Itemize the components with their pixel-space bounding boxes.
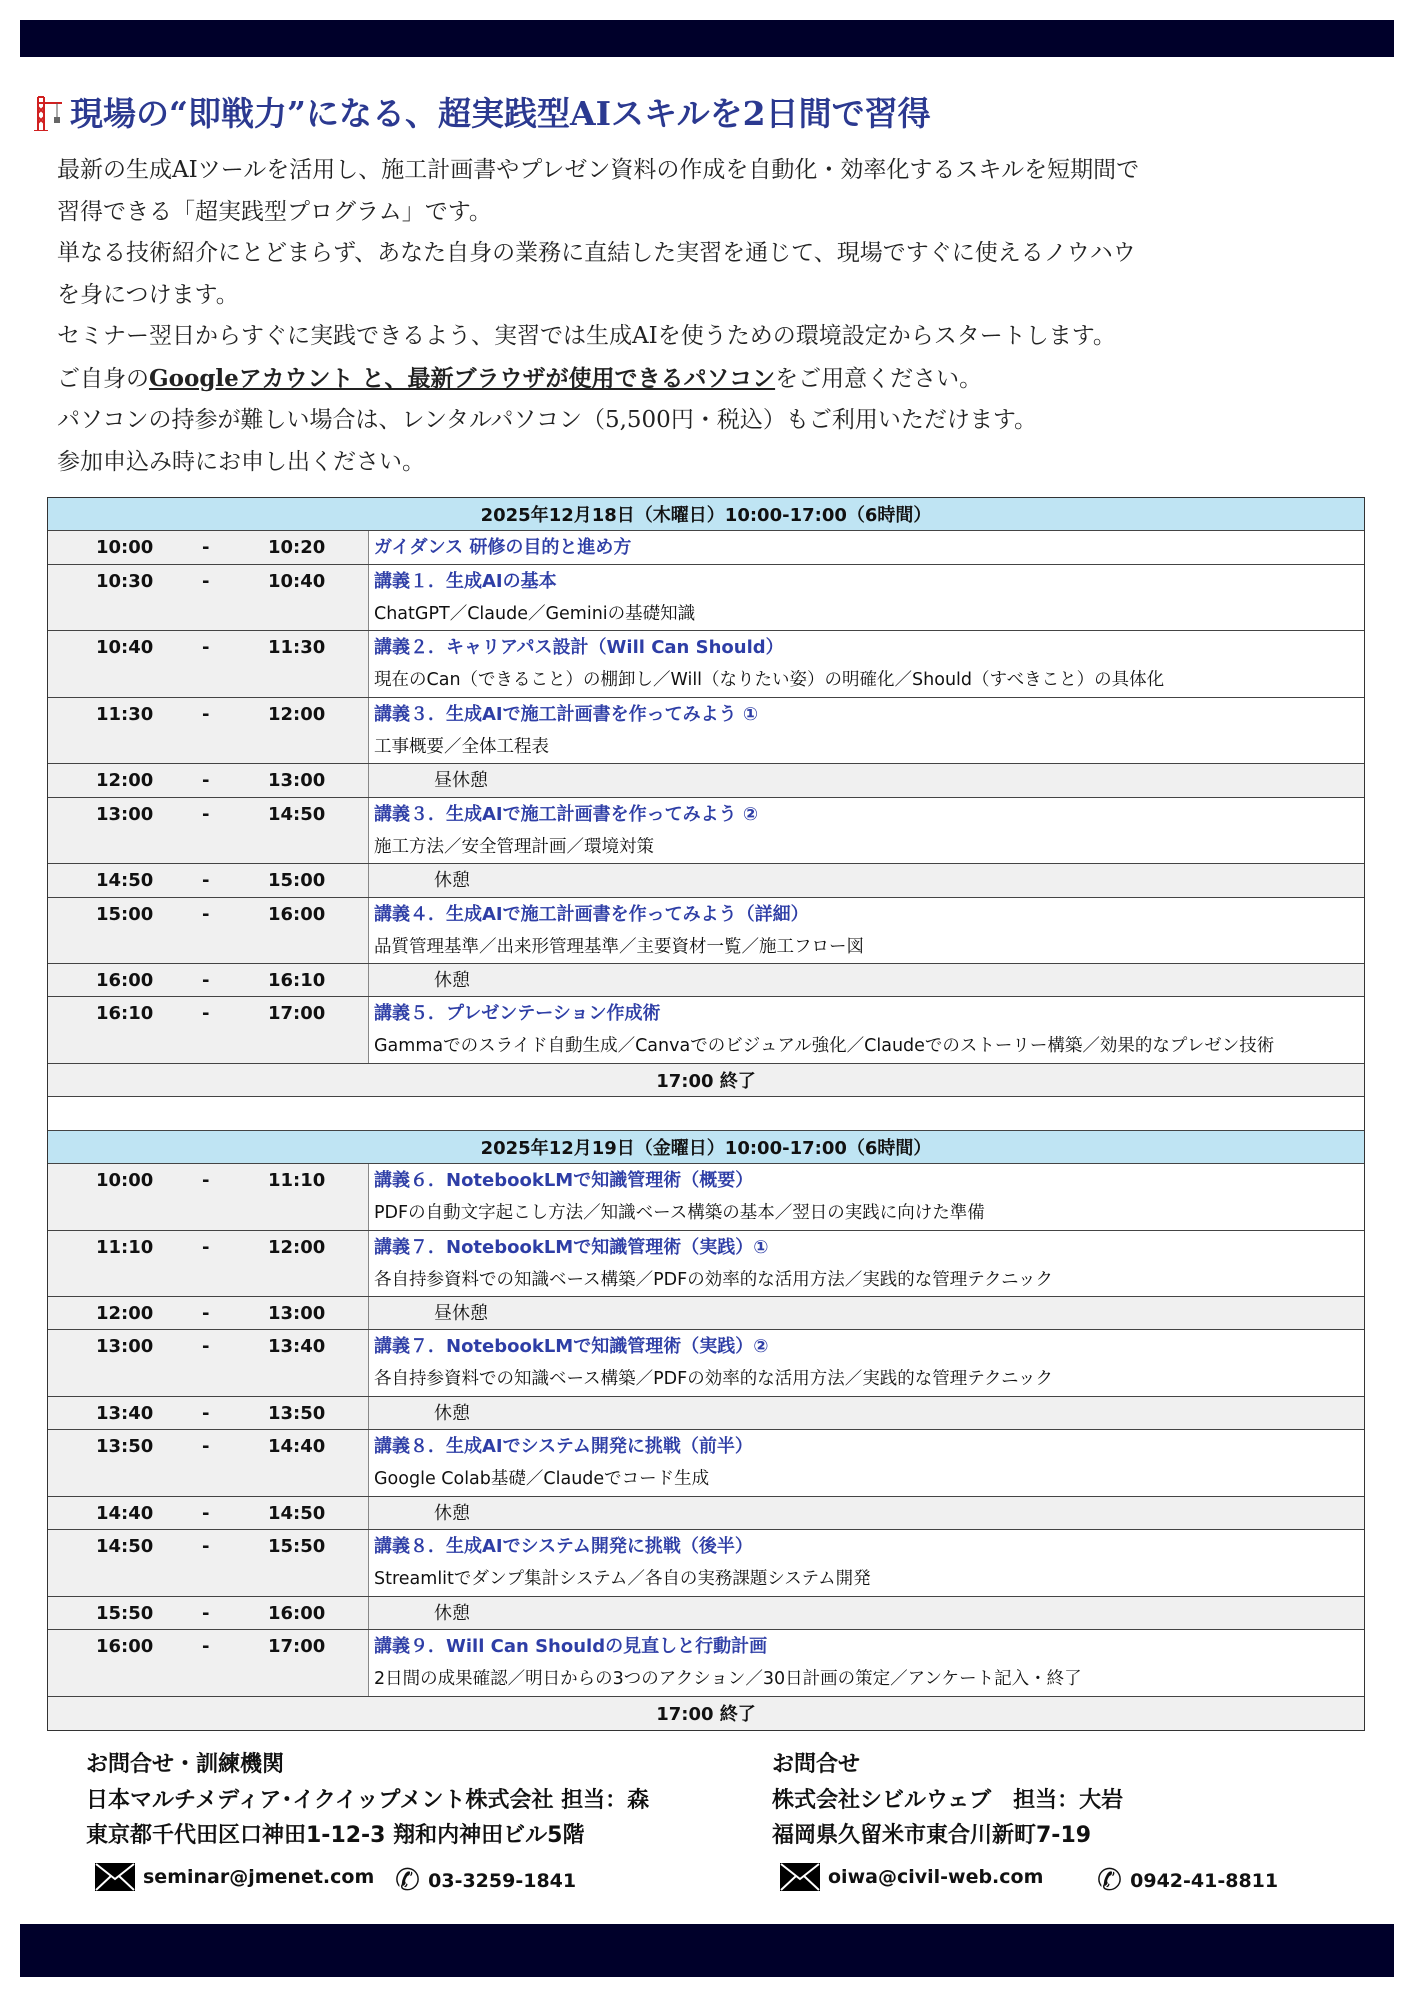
end-time: 10:20: [268, 537, 326, 559]
end-time: 17:00: [268, 1003, 326, 1025]
time-dash: -: [202, 1436, 210, 1458]
session-detail: 品質管理基準／出来形管理基準／主要資材一覧／施工フロー図: [374, 936, 864, 957]
day-header-text: 2025年12月18日（木曜日）10:00-17:00（6時間）: [480, 505, 932, 527]
day-header: [48, 498, 1364, 531]
time-cell: [48, 898, 369, 964]
session-detail: 工事概要／全体工程表: [374, 736, 549, 757]
end-time: 14:40: [268, 1436, 326, 1458]
phone-icon: ✆: [1097, 1863, 1123, 1898]
end-time: 12:00: [268, 703, 326, 725]
time-dash: -: [202, 1502, 210, 1524]
intro-line: セミナー翌日からすぐに実践できるよう、実習では生成AIを使うための環境設定からスタートします。: [57, 323, 1116, 349]
start-time: 14:40: [96, 1502, 154, 1524]
session-detail: ChatGPT／Claude／Geminiの基礎知識: [374, 603, 696, 624]
start-time: 13:00: [96, 803, 154, 825]
time-dash: -: [202, 770, 210, 792]
contact-right: [772, 1747, 1123, 1854]
time-cell: [48, 631, 369, 697]
end-time: 16:00: [268, 903, 326, 925]
session-row: [48, 698, 1364, 765]
time-dash: -: [202, 1602, 210, 1624]
break-row: [48, 1297, 1364, 1330]
requirements-emphasis: Googleアカウント と、最新ブラウザが使用できるパソコン: [149, 364, 776, 392]
page-title: 現場の“即戦力”になる、超実践型AIスキルを2日間で習得: [32, 88, 931, 135]
session-content: [369, 1330, 1364, 1396]
end-time: 16:00: [268, 1602, 326, 1624]
session-title: 講義５．プレゼンテーション作成術: [374, 1003, 661, 1025]
schedule-table: [47, 497, 1365, 1731]
session-title: 講義２．キャリアパス設計（Will Can Should）: [374, 637, 784, 659]
phone-left: [395, 1863, 576, 1898]
session-row: [48, 565, 1364, 632]
session-title: 講義６．NotebookLMで知識管理術（概要）: [374, 1169, 754, 1191]
session-row: [48, 997, 1364, 1064]
top-banner: [20, 20, 1394, 57]
session-row: [48, 1231, 1364, 1298]
session-title: 休憩: [434, 970, 470, 992]
mail-icon: [780, 1863, 820, 1891]
time-dash: -: [202, 970, 210, 992]
start-time: 14:50: [96, 1536, 154, 1558]
session-content: [369, 698, 1364, 764]
time-cell: [48, 1430, 369, 1496]
session-title: 講義３．生成AIで施工計画書を作ってみよう ①: [374, 703, 759, 725]
time-dash: -: [202, 1636, 210, 1658]
time-dash: -: [202, 537, 210, 559]
session-content: [369, 1530, 1364, 1596]
break-row: [48, 864, 1364, 897]
phone-text: 0942-41-8811: [1130, 1869, 1279, 1892]
session-title: 休憩: [434, 870, 470, 892]
start-time: 16:10: [96, 1003, 154, 1025]
session-content: [369, 1231, 1364, 1297]
start-time: 10:00: [96, 1169, 154, 1191]
end-row: [48, 1064, 1364, 1097]
break-row: [48, 1497, 1364, 1530]
email-right[interactable]: [780, 1863, 1043, 1891]
end-time: 13:50: [268, 1403, 326, 1425]
session-title: 昼休憩: [434, 1303, 488, 1325]
intro-line: [57, 358, 1377, 401]
day-header: [48, 1131, 1364, 1164]
start-time: 13:00: [96, 1336, 154, 1358]
contact-address: 東京都千代田区口神田1-12-3 翔和内神田ビル5階: [86, 1823, 585, 1848]
start-time: 12:00: [96, 1303, 154, 1325]
session-title: 休憩: [434, 1602, 470, 1624]
contact-heading: お問合せ: [772, 1752, 861, 1777]
end-time: 16:10: [268, 970, 326, 992]
time-dash: -: [202, 1169, 210, 1191]
end-time: 13:40: [268, 1336, 326, 1358]
start-time: 11:10: [96, 1236, 154, 1258]
contact-address: 福岡県久留米市東合川新町7-19: [772, 1823, 1092, 1848]
session-title: ガイダンス 研修の目的と進め方: [374, 537, 632, 559]
session-title: 講義１．生成AIの基本: [374, 570, 557, 592]
time-dash: -: [202, 703, 210, 725]
end-time: 17:00: [268, 1636, 326, 1658]
break-row: [48, 1397, 1364, 1430]
time-dash: -: [202, 1003, 210, 1025]
session-content: [369, 565, 1364, 631]
session-row: [48, 531, 1364, 564]
time-cell: [48, 798, 369, 864]
time-cell: [48, 1630, 369, 1696]
session-detail: PDFの自動文字起こし方法／知識ベース構築の基本／翌日の実践に向けた準備: [374, 1202, 985, 1223]
session-row: [48, 1530, 1364, 1597]
time-cell: [48, 1597, 369, 1629]
time-dash: -: [202, 1303, 210, 1325]
session-row: [48, 798, 1364, 865]
session-detail: 各自持参資料での知識ベース構築／PDFの効率的な活用方法／実践的な管理テクニック: [374, 1369, 1053, 1390]
email-left[interactable]: [95, 1863, 374, 1891]
session-row: [48, 1164, 1364, 1231]
session-row: [48, 631, 1364, 698]
start-time: 14:50: [96, 870, 154, 892]
time-cell: [48, 565, 369, 631]
break-row: [48, 964, 1364, 997]
session-title: 講義８．生成AIでシステム開発に挑戦（後半）: [374, 1536, 753, 1558]
session-title: 講義７．NotebookLMで知識管理術（実践）①: [374, 1236, 769, 1258]
break-row: [48, 764, 1364, 797]
session-title: 休憩: [434, 1403, 470, 1425]
session-row: [48, 1430, 1364, 1497]
crane-icon: [32, 93, 62, 131]
time-dash: -: [202, 1236, 210, 1258]
bottom-banner: [20, 1924, 1394, 1977]
session-title: 講義９．Will Can Shouldの見直しと行動計画: [374, 1636, 768, 1658]
session-content: [369, 1430, 1364, 1496]
end-time: 10:40: [268, 570, 326, 592]
intro-line: を身につけます。: [57, 281, 239, 308]
time-cell: [48, 1530, 369, 1596]
start-time: 10:00: [96, 537, 154, 559]
time-cell: [48, 997, 369, 1063]
session-title: 講義７．NotebookLMで知識管理術（実践）②: [374, 1336, 769, 1358]
time-cell: [48, 1231, 369, 1297]
end-time: 11:10: [268, 1169, 326, 1191]
time-dash: -: [202, 1336, 210, 1358]
end-time: 11:30: [268, 637, 326, 659]
phone-icon: ✆: [395, 1863, 421, 1898]
session-content: [369, 1497, 1364, 1529]
session-detail: Gammaでのスライド自動生成／Canvaでのビジュアル強化／Claudeでのストーリー構築／効果的なプレゼン技術: [374, 1036, 1275, 1057]
session-content: [369, 531, 1364, 563]
time-cell: [48, 1297, 369, 1329]
contact-left: [86, 1747, 649, 1854]
end-time: 14:50: [268, 803, 326, 825]
session-content: [369, 764, 1364, 796]
intro-line: 習得できる「超実践型プログラム」です。: [57, 198, 492, 225]
intro-line: 参加申込み時にお申し出ください。: [57, 448, 425, 475]
session-content: [369, 898, 1364, 964]
intro-text: [57, 150, 1377, 483]
session-content: [369, 1164, 1364, 1230]
intro-fragment: をご用意ください。: [775, 365, 983, 392]
session-title: 講義４．生成AIで施工計画書を作ってみよう（詳細）: [374, 903, 809, 925]
end-time: 13:00: [268, 770, 326, 792]
session-content: [369, 631, 1364, 697]
time-cell: [48, 698, 369, 764]
time-dash: -: [202, 803, 210, 825]
start-time: 16:00: [96, 970, 154, 992]
email-text[interactable]: oiwa@civil-web.com: [828, 1866, 1044, 1888]
time-cell: [48, 1397, 369, 1429]
session-content: [369, 1597, 1364, 1629]
end-time: 13:00: [268, 1303, 326, 1325]
time-dash: -: [202, 903, 210, 925]
day-header-text: 2025年12月19日（金曜日）10:00-17:00（6時間）: [480, 1137, 932, 1159]
session-title: 講義３．生成AIで施工計画書を作ってみよう ②: [374, 803, 759, 825]
intro-line: 最新の生成AIツールを活用し、施工計画書やプレゼン資料の作成を自動化・効率化するスキルを短期間で: [57, 157, 1140, 183]
phone-right: [1097, 1863, 1278, 1898]
session-title: 休憩: [434, 1502, 470, 1524]
start-time: 10:40: [96, 637, 154, 659]
session-row: [48, 898, 1364, 965]
session-detail: 2日間の成果確認／明日からの3つのアクション／30日計画の策定／アンケート記入・終了: [374, 1669, 1082, 1690]
time-dash: -: [202, 1536, 210, 1558]
session-title: 昼休憩: [434, 770, 488, 792]
session-detail: Streamlitでダンプ集計システム／各自の実務課題システム開発: [374, 1569, 871, 1590]
time-dash: -: [202, 1403, 210, 1425]
start-time: 13:40: [96, 1403, 154, 1425]
spacer-row: [48, 1097, 1364, 1130]
session-detail: Google Colab基礎／Claudeでコード生成: [374, 1469, 710, 1490]
start-time: 12:00: [96, 770, 154, 792]
session-content: [369, 964, 1364, 996]
session-content: [369, 1397, 1364, 1429]
session-content: [369, 1630, 1364, 1696]
end-text: 17:00 終了: [656, 1704, 756, 1726]
start-time: 10:30: [96, 570, 154, 592]
start-time: 11:30: [96, 703, 154, 725]
start-time: 16:00: [96, 1636, 154, 1658]
session-content: [369, 798, 1364, 864]
time-cell: [48, 1330, 369, 1396]
phone-text: 03-3259-1841: [428, 1869, 577, 1892]
end-text: 17:00 終了: [656, 1071, 756, 1093]
time-cell: [48, 964, 369, 996]
time-cell: [48, 1497, 369, 1529]
contact-heading: お問合せ・訓練機関: [86, 1752, 285, 1777]
time-dash: -: [202, 870, 210, 892]
session-content: [369, 997, 1364, 1063]
intro-line: パソコンの持参が難しい場合は、レンタルパソコン（5,500円・税込）もご利用いただけます。: [57, 407, 1037, 433]
contact-org: 株式会社シビルウェブ 担当：大岩: [772, 1787, 1124, 1813]
time-dash: -: [202, 570, 210, 592]
end-time: 15:50: [268, 1536, 326, 1558]
end-row: [48, 1697, 1364, 1730]
session-detail: 施工方法／安全管理計画／環境対策: [374, 836, 654, 857]
break-row: [48, 1597, 1364, 1630]
session-row: [48, 1630, 1364, 1697]
session-row: [48, 1330, 1364, 1397]
time-cell: [48, 864, 369, 896]
time-cell: [48, 531, 369, 563]
session-detail: 各自持参資料での知識ベース構築／PDFの効率的な活用方法／実践的な管理テクニック: [374, 1269, 1053, 1290]
session-content: [369, 864, 1364, 896]
email-text[interactable]: seminar@jmenet.com: [143, 1866, 375, 1888]
intro-fragment: ご自身の: [57, 365, 149, 392]
end-time: 12:00: [268, 1236, 326, 1258]
time-cell: [48, 1164, 369, 1230]
session-detail: 現在のCan（できること）の棚卸し／Will（なりたい姿）の明確化／Should（すべきこと）の具体化: [374, 670, 1165, 691]
end-time: 15:00: [268, 870, 326, 892]
time-dash: -: [202, 637, 210, 659]
start-time: 15:50: [96, 1602, 154, 1624]
start-time: 13:50: [96, 1436, 154, 1458]
contact-org: 日本マルチメディア･イクイップメント株式会社 担当：森: [86, 1787, 650, 1813]
session-title: 講義８．生成AIでシステム開発に挑戦（前半）: [374, 1436, 753, 1458]
mail-icon: [95, 1863, 135, 1891]
session-content: [369, 1297, 1364, 1329]
end-time: 14:50: [268, 1502, 326, 1524]
time-cell: [48, 764, 369, 796]
start-time: 15:00: [96, 903, 154, 925]
intro-line: 単なる技術紹介にとどまらず、あなた自身の業務に直結した実習を通じて、現場ですぐに使えるノウハウ: [57, 240, 1136, 266]
